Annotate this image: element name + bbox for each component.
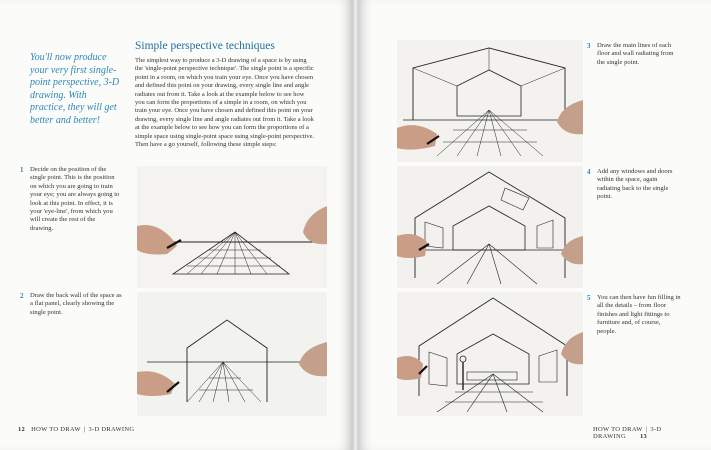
step-3-photo [397, 40, 583, 162]
left-footer-book: HOW TO DRAW [31, 426, 81, 433]
footer-divider: | [83, 426, 86, 433]
body-paragraph: The simplest way to produce a 3-D drawing of a space is by using the 'single-point perspective technique'. The single point is a specific point in a room, on which you train your eye. Once you have chosen and defined this point on your drawing, every single line and angle radiates out from it. Take a look at the example below to see how you can form the proportions of a simple in a room, on which you train your eye. Once you have chosen and defined this point on your drawing, every single line and angle radiates out from it. Take a look at the example below to see how you can form the proportions of a simple space using single-point space using single-point perspective. Then have a go yourself, following these simple steps: [135, 57, 315, 149]
step-text-1: Decide on the position of the single point. This is the position on which you are going to train your eye; you are always going to look at this point. In effect, it is your 'eye-line', from which you will create the rest of the drawing. [30, 166, 120, 232]
step-text-5: You can then have fun filling in all the details – from floor finishes and light fittings to furniture and, of course, people. [597, 294, 681, 335]
step-4-photo [397, 166, 583, 288]
step-text-4: Add any windows and doors within the space, again radiating back to the single point. [597, 168, 673, 201]
left-footer-section: 3-D DRAWING [88, 426, 135, 433]
step-number-2: 2 [20, 292, 24, 300]
right-footer-book: HOW TO DRAW [593, 426, 643, 433]
step-2-photo [137, 292, 327, 416]
intro-quote: You'll now produce your very first single-point perspective, 3-D drawing. With practice, they will get better and better! [30, 52, 120, 126]
left-page [0, 0, 352, 450]
left-footer [18, 426, 134, 433]
left-page-number: 12 [18, 426, 26, 433]
right-page-number: 13 [640, 433, 648, 440]
right-footer-section: 3-D DRAWING [593, 426, 662, 440]
right-page [359, 0, 711, 450]
step-5-photo [397, 292, 583, 416]
footer-divider: | [645, 426, 648, 433]
step-number-5: 5 [587, 294, 591, 302]
step-text-2: Draw the back wall of the space as a flat panel, clearly showing the single point. [30, 292, 122, 316]
section-heading: Simple perspective techniques [135, 40, 275, 52]
step-1-photo [137, 166, 327, 288]
right-footer [593, 426, 711, 440]
step-number-4: 4 [587, 168, 591, 176]
step-text-3: Draw the main lines of each floor and wall radiating from the single point. [597, 42, 674, 66]
step-number-3: 3 [587, 42, 591, 50]
book-gutter [352, 0, 359, 450]
step-number-1: 1 [20, 166, 24, 174]
